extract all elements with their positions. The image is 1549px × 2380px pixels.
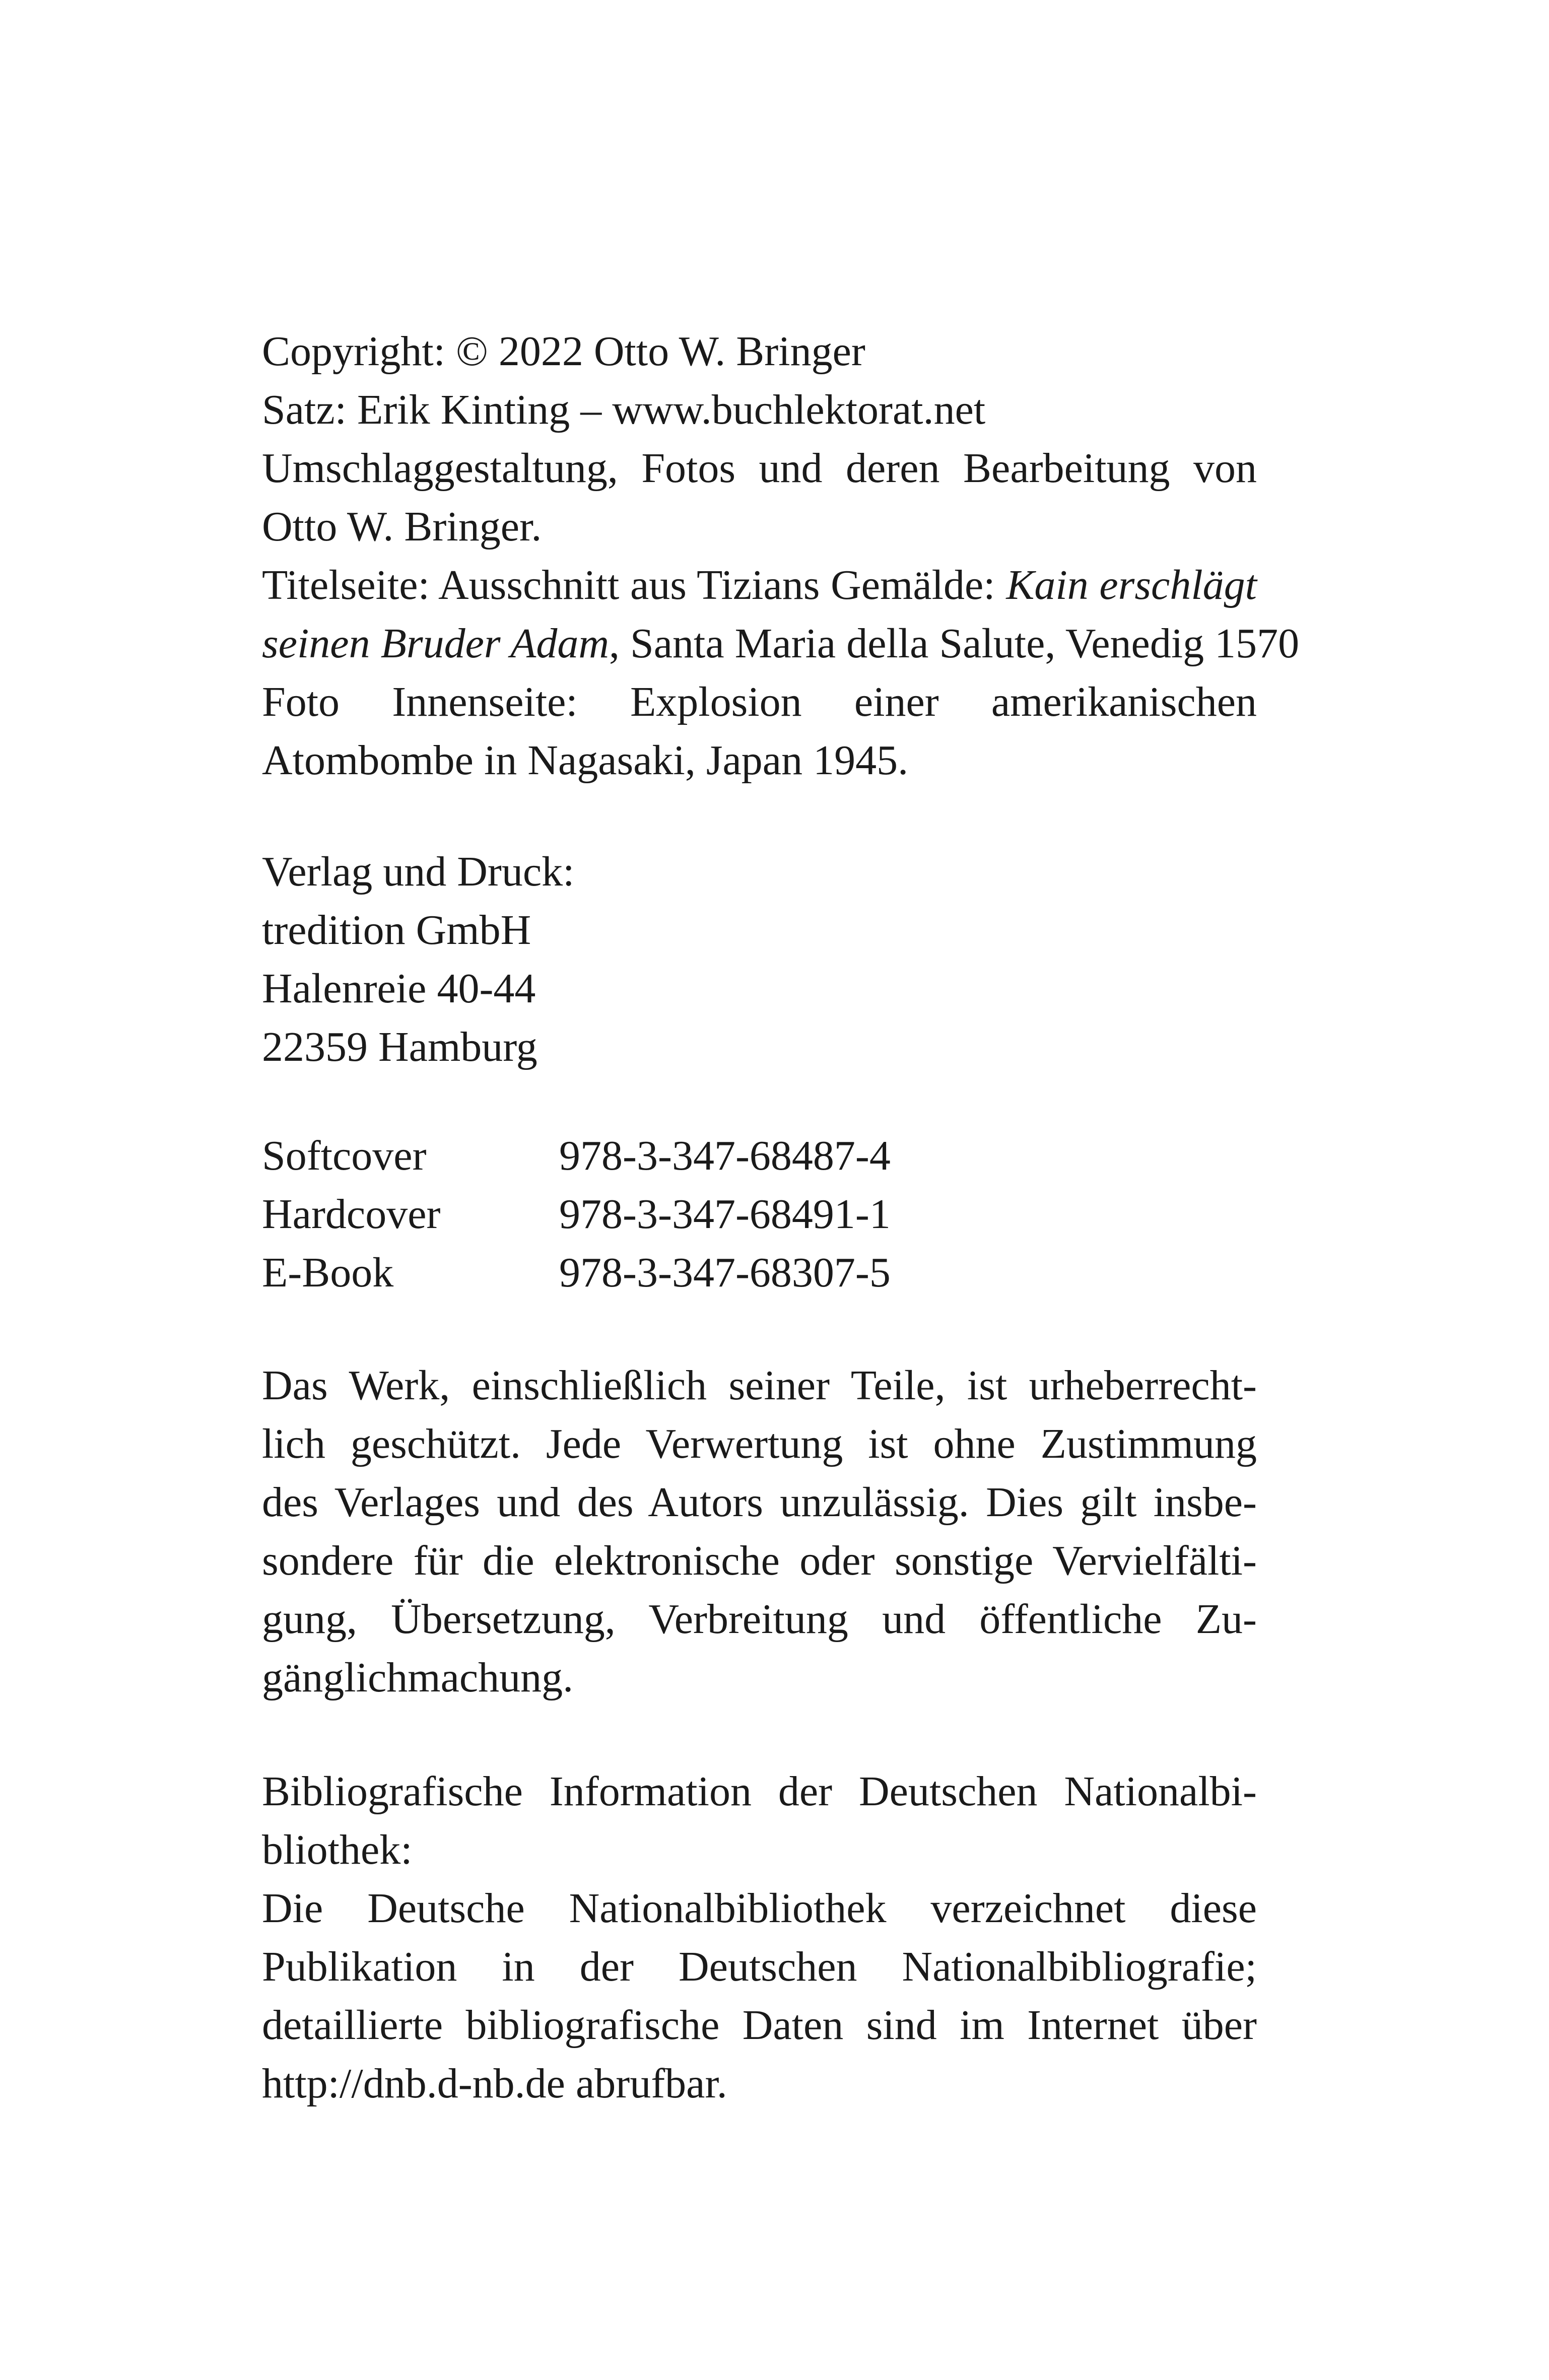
isbn-format: E-Book xyxy=(262,1249,394,1296)
painting-title-part-2: seinen Bruder Adam xyxy=(262,620,610,667)
inner-photo-line-1: Foto Innenseite: Explosion einer amerikanischen xyxy=(262,678,1257,725)
bibliographic-line: Die Deutsche Nationalbibliothek verzeichnet diese xyxy=(262,1885,1257,1932)
imprint-text xyxy=(262,322,1300,2113)
title-page-prefix: Titelseite: Ausschnitt aus Tizians Gemälde: xyxy=(262,562,995,608)
painting-title-part-1: Kain erschlägt xyxy=(1006,562,1257,608)
bibliographic-line: bliothek: xyxy=(262,1826,413,1873)
title-page-suffix: , Santa Maria della Salute, Venedig 1570 xyxy=(609,620,1300,667)
bibliographic-line: detaillierte bibliografische Daten sind im Internet über xyxy=(262,2002,1257,2049)
cover-design-line-2: Otto W. Bringer. xyxy=(262,503,542,550)
copyright-line: Copyright: © 2022 Otto W. Bringer xyxy=(262,328,865,375)
isbn-block xyxy=(262,1127,1257,1302)
publisher-city: 22359 Hamburg xyxy=(262,1024,537,1070)
isbn-number: 978-3-347-68487-4 xyxy=(559,1132,891,1179)
rights-line: Das Werk, einschließlich seiner Teile, ist urheberrecht- xyxy=(262,1362,1257,1409)
rights-line: sondere für die elektronische oder sonstige Vervielfälti- xyxy=(262,1537,1257,1584)
bibliographic-notice xyxy=(262,1762,1257,2113)
isbn-number: 978-3-347-68491-1 xyxy=(559,1191,891,1238)
publisher-heading: Verlag und Druck: xyxy=(262,848,575,895)
rights-line: gänglichmachung. xyxy=(262,1654,574,1701)
title-page-line-1 xyxy=(262,556,1257,615)
isbn-format: Hardcover xyxy=(262,1191,441,1238)
isbn-format: Softcover xyxy=(262,1132,427,1179)
publisher-street: Halenreie 40-44 xyxy=(262,965,536,1012)
publisher-name: tredition GmbH xyxy=(262,907,531,954)
publisher-block xyxy=(262,843,1257,1076)
rights-line: des Verlages und des Autors unzulässig. Dies gilt insbe- xyxy=(262,1479,1257,1526)
title-page-line-2 xyxy=(262,615,1300,673)
isbn-number: 978-3-347-68307-5 xyxy=(559,1249,891,1296)
cover-design-line-1: Umschlaggestaltung, Fotos und deren Bearbeitung von xyxy=(262,445,1257,492)
typesetting-line: Satz: Erik Kinting – www.buchlektorat.net xyxy=(262,386,986,433)
isbn-row xyxy=(262,1127,1257,1185)
credits-block xyxy=(262,322,1300,790)
isbn-row xyxy=(262,1185,1257,1244)
inner-photo-line-2: Atombombe in Nagasaki, Japan 1945. xyxy=(262,737,909,784)
isbn-row xyxy=(262,1244,1257,1302)
rights-notice xyxy=(262,1356,1257,1707)
rights-line: gung, Übersetzung, Verbreitung und öffentliche Zu- xyxy=(262,1596,1257,1643)
bibliographic-line: Bibliografische Information der Deutschen Nationalbi- xyxy=(262,1768,1257,1815)
dnb-link-line: http://dnb.d-nb.de abrufbar. xyxy=(262,2060,727,2107)
rights-line: lich geschützt. Jede Verwertung ist ohne Zustimmung xyxy=(262,1420,1257,1467)
bibliographic-line: Publikation in der Deutschen Nationalbibliografie; xyxy=(262,1943,1257,1990)
